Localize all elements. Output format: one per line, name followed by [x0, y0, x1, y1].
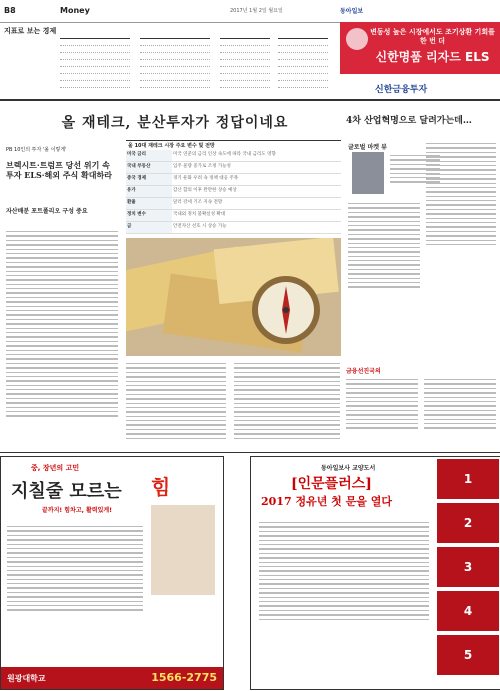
- clinic-phone: 1566-2775: [151, 671, 217, 684]
- els-advertisement[interactable]: [340, 22, 500, 98]
- section-name: Money: [60, 6, 90, 15]
- article-text-col1: [6, 228, 118, 420]
- clinic-advertisement[interactable]: [0, 456, 224, 690]
- row-value: 안전자산 선호 시 상승 가능: [173, 224, 227, 229]
- ad-main-text: 지칠줄 모르는: [11, 481, 122, 502]
- row-key: 금: [126, 222, 172, 233]
- market-table: [140, 38, 210, 88]
- table-row: [126, 150, 341, 162]
- subheadline-1: 브렉시트·트럼프 당선 위기 속 투자 ELS·해외 주식 확대하라: [6, 160, 112, 180]
- page-header: [0, 0, 500, 23]
- paper-logo: 동아일보: [340, 8, 364, 15]
- book-number: 4: [437, 591, 499, 631]
- row-key: 정치 변수: [126, 210, 172, 221]
- table-row: [126, 162, 341, 174]
- author-portrait: [352, 152, 384, 194]
- row-value: 감산 합의 이후 완만한 상승 예상: [173, 188, 237, 193]
- book-ad-subtitle: 2017 정유년 첫 문을 열다: [261, 495, 392, 508]
- table-row: [126, 186, 341, 198]
- column-text-d: [346, 376, 418, 432]
- row-key: 중국 경제: [126, 174, 172, 185]
- table-title: 올 10대 재테크 시장 주요 변수 및 전망: [128, 143, 215, 149]
- book-ad-top: 동아일보사 교양도서: [321, 465, 376, 472]
- section-subhead: 금융선진국의: [346, 368, 381, 375]
- ad-footer-bar: [1, 667, 223, 689]
- column-title: 글로벌 마켓 뷰: [348, 144, 387, 151]
- clinic-name: 원광대학교: [7, 674, 46, 683]
- ad-tagline: 변동성 높은 시장에서도 조기상환 기회를 한 번 더: [370, 28, 495, 45]
- ad-company: 신한금융투자: [375, 85, 428, 95]
- book-ad-text: [259, 519, 429, 623]
- variables-table: [126, 140, 341, 237]
- byline: PB 10인의 투자 '올 이렇게': [6, 147, 67, 153]
- row-value: 미국 연준의 금리 인상 속도에 따라 국내 금리도 영향: [173, 152, 276, 157]
- row-value: 경기 둔화 우려 속 정책 대응 주목: [173, 176, 239, 181]
- ad-top-text: 중, 장년의 고민: [31, 464, 80, 472]
- ad-body-text: [7, 523, 143, 614]
- column-text-b: [348, 200, 420, 291]
- market-tables: [0, 24, 330, 96]
- page-number: B8: [4, 6, 16, 15]
- book-number: 1: [437, 459, 499, 499]
- market-title: 지표로 보는 경제: [4, 27, 57, 35]
- book-ad-title: [인문플러스]: [291, 476, 372, 492]
- ad-emblem-icon: [346, 28, 368, 50]
- column-text-e: [424, 376, 496, 432]
- column-text-c: [426, 140, 496, 248]
- article-text-col3: [234, 360, 340, 442]
- column-headline-text: 4차 산업혁명으로 달려가는데…: [346, 116, 472, 126]
- row-key: 국내 부동산: [126, 162, 172, 173]
- photo-illustration: [126, 238, 341, 356]
- table-row: [126, 198, 341, 210]
- row-key: 미국 금리: [126, 150, 172, 161]
- subheadline-2: 자산배분 포트폴리오 구성 중요: [6, 208, 88, 215]
- ad-divider: [0, 452, 500, 453]
- book-advertisement[interactable]: [250, 456, 500, 690]
- book-number: 5: [437, 635, 499, 675]
- main-headline: 올 재테크, 분산투자가 정답이네요: [61, 115, 289, 131]
- book-number: 3: [437, 547, 499, 587]
- table-row: [126, 210, 341, 222]
- row-key: 환율: [126, 198, 172, 209]
- row-key: 유가: [126, 186, 172, 197]
- table-row: [126, 174, 341, 186]
- ad-red-text: 끝까지! 힘차고, 활력있게!: [42, 507, 112, 514]
- table-row: [126, 222, 341, 234]
- issue-date: 2017년 1월 2일 월요일: [230, 8, 283, 14]
- market-table: [278, 38, 328, 88]
- divider: [0, 99, 500, 101]
- row-value: 국내외 정치 불확실성 확대: [173, 212, 226, 217]
- book-number: 2: [437, 503, 499, 543]
- ad-footer: [340, 74, 500, 98]
- book-list: [437, 459, 499, 687]
- article-text-col2: [126, 360, 226, 442]
- ad-product: 신한명품 리자드 ELS: [375, 50, 490, 64]
- row-value: 입주 물량 증가로 조정 가능성: [173, 164, 231, 169]
- row-value: 달러 강세 기조 지속 전망: [173, 200, 223, 205]
- market-table: [220, 38, 270, 88]
- ad-man-photo: [151, 505, 215, 595]
- market-table: [60, 38, 130, 88]
- money-compass-photo: [126, 238, 341, 356]
- ad-him-text: 힘: [151, 475, 171, 499]
